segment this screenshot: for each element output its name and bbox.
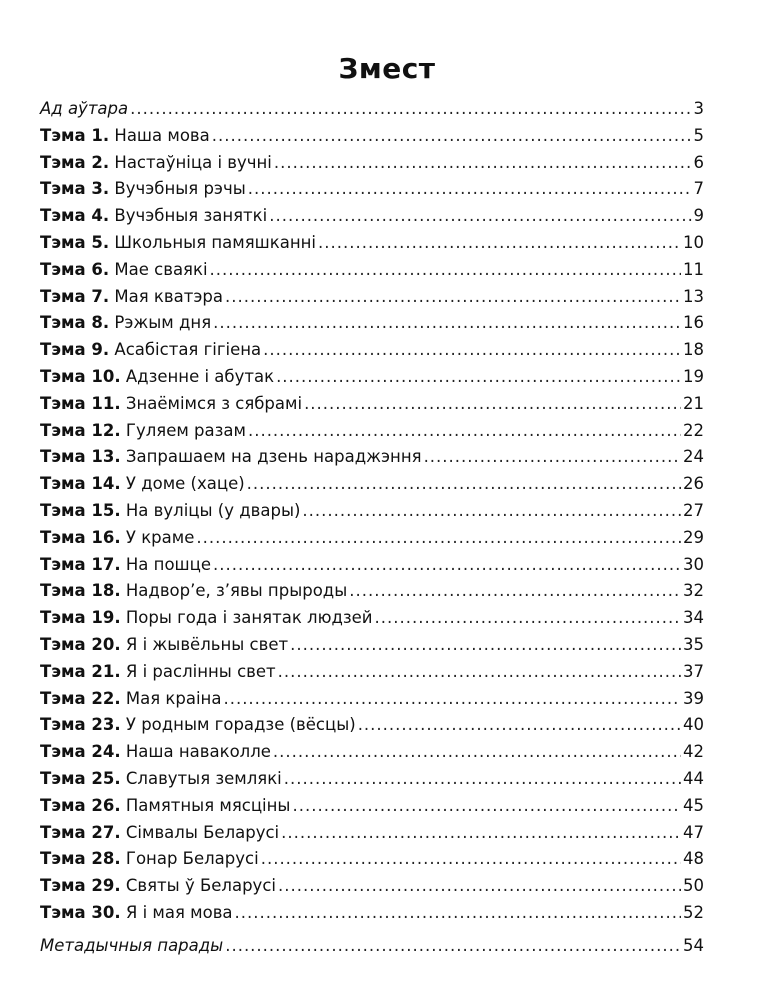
dot-leader — [274, 150, 692, 177]
toc-entry-page: 45 — [683, 795, 704, 815]
toc-entry-page: 29 — [683, 527, 704, 547]
toc-entry-page: 47 — [683, 822, 704, 842]
toc-entry-page: 50 — [683, 876, 704, 896]
topic-number: Тэма 7. — [40, 286, 110, 306]
toc-entry-topic[interactable] — [40, 659, 704, 686]
topic-number: Тэма 21. — [40, 661, 121, 681]
toc-entry-topic[interactable] — [40, 793, 704, 820]
topic-title: Наша мова — [114, 125, 210, 145]
toc-entry-page: 44 — [683, 768, 704, 788]
toc-entry-topic[interactable] — [40, 873, 704, 900]
topic-title: Вучэбныя заняткі — [114, 206, 268, 226]
topic-title: Гуляем разам — [125, 420, 246, 440]
topic-number: Тэма 1. — [40, 125, 110, 145]
dot-leader — [248, 418, 681, 445]
topic-number: Тэма 28. — [40, 849, 121, 869]
toc-entry-topic[interactable] — [40, 310, 704, 337]
topic-number: Тэма 23. — [40, 715, 121, 735]
toc-entry-topic[interactable] — [40, 846, 704, 873]
toc-entry-page: 11 — [683, 259, 704, 279]
topic-title: Гонар Беларусі — [125, 849, 259, 869]
topic-title: Памятныя мясціны — [125, 795, 291, 815]
topic-title: На вуліцы (у двары) — [125, 500, 301, 520]
dot-leader — [196, 525, 681, 552]
topic-title: Настаўніца і вучні — [114, 152, 272, 172]
topic-title: Святы ў Беларусі — [125, 876, 276, 896]
toc-entry-topic[interactable] — [40, 900, 704, 927]
toc-entry-topic[interactable] — [40, 686, 704, 713]
topic-number: Тэма 9. — [40, 340, 110, 360]
topic-number: Тэма 26. — [40, 795, 121, 815]
toc-entry-topic[interactable] — [40, 632, 704, 659]
topic-title: У доме (хаце) — [125, 474, 245, 494]
toc-entry-outro[interactable] — [40, 933, 704, 960]
toc-entry-page: 18 — [683, 340, 704, 360]
dot-leader — [225, 933, 681, 960]
topic-title: На пошце — [125, 554, 212, 574]
toc-entry-page: 24 — [683, 447, 704, 467]
toc-entry-topic[interactable] — [40, 123, 704, 150]
topic-number: Тэма 4. — [40, 206, 110, 226]
topic-title: Вучэбныя рэчы — [114, 179, 246, 199]
toc-entry-topic[interactable] — [40, 578, 704, 605]
topic-title: Я і мая мова — [125, 902, 233, 922]
dot-leader — [304, 391, 681, 418]
topic-title: Асабістая гігіена — [114, 340, 262, 360]
toc-entry-topic[interactable] — [40, 284, 704, 311]
toc-entry-page: 3 — [693, 99, 704, 118]
topic-number: Тэма 20. — [40, 634, 121, 654]
topic-title: Поры года і занятак людзей — [125, 608, 373, 628]
dot-leader — [247, 471, 681, 498]
topic-number: Тэма 24. — [40, 742, 121, 762]
topic-number: Тэма 22. — [40, 688, 121, 708]
toc-entry-topic[interactable] — [40, 471, 704, 498]
dot-leader — [273, 739, 681, 766]
topic-title: Славутыя землякі — [125, 768, 282, 788]
toc-entry-topic[interactable] — [40, 203, 704, 230]
dot-leader — [424, 444, 681, 471]
toc-entry-page: 42 — [683, 742, 704, 762]
toc-entry-topic[interactable] — [40, 552, 704, 579]
topic-title: У краме — [125, 527, 195, 547]
toc-entry-label: Ад аўтара — [40, 99, 129, 118]
dot-leader — [375, 605, 681, 632]
dot-leader — [278, 873, 681, 900]
topic-title: Мая краіна — [125, 688, 222, 708]
topic-number: Тэма 19. — [40, 608, 121, 628]
topic-number: Тэма 18. — [40, 581, 121, 601]
toc-entry-page: 34 — [683, 608, 704, 628]
toc-entry-page: 52 — [683, 902, 704, 922]
dot-leader — [276, 364, 681, 391]
topic-number: Тэма 5. — [40, 232, 110, 252]
dot-leader — [281, 820, 681, 847]
toc-entry-page: 5 — [693, 125, 704, 145]
toc-entry-topic[interactable] — [40, 150, 704, 177]
dot-leader — [358, 712, 681, 739]
topic-title: Надвор’е, з’явы прыроды — [125, 581, 348, 601]
topic-number: Тэма 13. — [40, 447, 121, 467]
toc-entry-page: 7 — [693, 179, 704, 199]
toc-entry-topic[interactable] — [40, 766, 704, 793]
topic-title: У родным горадзе (вёсцы) — [125, 715, 356, 735]
topic-number: Тэма 30. — [40, 902, 121, 922]
topic-title: Я і раслінны свет — [125, 661, 276, 681]
toc-entry-page: 13 — [683, 286, 704, 306]
dot-leader — [269, 203, 691, 230]
topic-number: Тэма 10. — [40, 366, 121, 386]
dot-leader — [290, 632, 681, 659]
toc-entry-page: 54 — [683, 935, 704, 955]
topic-number: Тэма 11. — [40, 393, 121, 413]
toc-entry-topic[interactable] — [40, 230, 704, 257]
toc-entry-topic[interactable] — [40, 444, 704, 471]
topic-title: Наша наваколле — [125, 742, 271, 762]
dot-leader — [278, 659, 681, 686]
toc-entry-intro[interactable] — [40, 96, 704, 123]
dot-leader — [212, 123, 692, 150]
toc-entry-topic[interactable] — [40, 525, 704, 552]
topic-title: Мае сваякі — [114, 259, 208, 279]
toc-entry-page: 39 — [683, 688, 704, 708]
topic-title: Сімвалы Беларусі — [125, 822, 280, 842]
toc-entry-page: 26 — [683, 474, 704, 494]
topic-title: Знаёмімся з сябрамі — [125, 393, 303, 413]
dot-leader — [302, 498, 681, 525]
topic-number: Тэма 16. — [40, 527, 121, 547]
toc-entry-page: 21 — [683, 393, 704, 413]
topic-title: Я і жывёльны свет — [125, 634, 289, 654]
toc-entry-label: Метадычныя парады — [40, 935, 224, 955]
dot-leader — [210, 257, 681, 284]
toc-entry-topic[interactable] — [40, 176, 704, 203]
topic-number: Тэма 3. — [40, 179, 110, 199]
dot-leader — [263, 337, 681, 364]
page-title: Змест — [338, 52, 436, 85]
toc-entry-topic[interactable] — [40, 418, 704, 445]
topic-number: Тэма 15. — [40, 500, 121, 520]
toc-entry-topic[interactable] — [40, 739, 704, 766]
topic-number: Тэма 2. — [40, 152, 110, 172]
toc-entry-page: 19 — [683, 366, 704, 386]
toc-entry-page: 6 — [693, 152, 704, 172]
dot-leader — [284, 766, 681, 793]
topic-title: Запрашаем на дзень нараджэння — [125, 447, 422, 467]
table-of-contents — [40, 96, 704, 960]
toc-entry-topic[interactable] — [40, 820, 704, 847]
toc-entry-topic[interactable] — [40, 605, 704, 632]
toc-entry-page: 22 — [683, 420, 704, 440]
toc-entry-topic[interactable] — [40, 498, 704, 525]
topic-title: Адзенне і абутак — [125, 366, 275, 386]
toc-entry-topic[interactable] — [40, 257, 704, 284]
topic-number: Тэма 12. — [40, 420, 121, 440]
topic-number: Тэма 25. — [40, 768, 121, 788]
topic-number: Тэма 14. — [40, 474, 121, 494]
toc-entry-page: 32 — [683, 581, 704, 601]
toc-entry-page: 37 — [683, 661, 704, 681]
toc-entry-page: 16 — [683, 313, 704, 333]
dot-leader — [213, 552, 681, 579]
toc-entry-page: 27 — [683, 500, 704, 520]
dot-leader — [248, 176, 692, 203]
toc-entry-topic[interactable] — [40, 712, 704, 739]
toc-entry-page: 48 — [683, 849, 704, 869]
dot-leader — [261, 846, 681, 873]
toc-entry-page: 40 — [683, 715, 704, 735]
dot-leader — [318, 230, 681, 257]
toc-entry-topic[interactable] — [40, 391, 704, 418]
toc-entry-page: 9 — [693, 206, 704, 226]
dot-leader — [235, 900, 681, 927]
topic-title: Рэжым дня — [114, 313, 212, 333]
topic-title: Школьныя памяшканні — [114, 232, 316, 252]
dot-leader — [225, 284, 681, 311]
toc-entry-page: 35 — [683, 634, 704, 654]
topic-number: Тэма 8. — [40, 313, 110, 333]
dot-leader — [223, 686, 681, 713]
topic-number: Тэма 27. — [40, 822, 121, 842]
toc-entry-page: 30 — [683, 554, 704, 574]
toc-entry-topic[interactable] — [40, 364, 704, 391]
topic-number: Тэма 29. — [40, 876, 121, 896]
topic-number: Тэма 6. — [40, 259, 110, 279]
topic-number: Тэма 17. — [40, 554, 121, 574]
toc-entry-page: 10 — [683, 232, 704, 252]
dot-leader — [130, 96, 691, 123]
dot-leader — [213, 310, 681, 337]
dot-leader — [349, 578, 681, 605]
toc-entry-topic[interactable] — [40, 337, 704, 364]
topic-title: Мая кватэра — [114, 286, 223, 306]
dot-leader — [292, 793, 681, 820]
